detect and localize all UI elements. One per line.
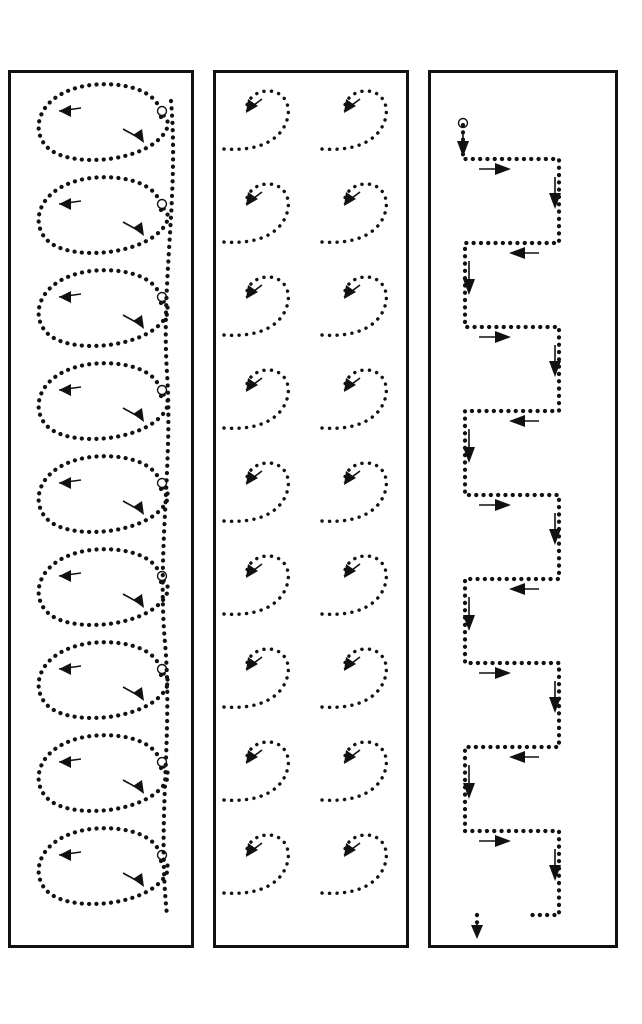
direction-arrow (133, 222, 144, 236)
u-curve-row (322, 835, 386, 893)
oval-loops-svg (11, 73, 191, 945)
direction-arrow (246, 378, 258, 392)
direction-arrow (246, 285, 258, 299)
u-curve-row (322, 91, 386, 149)
u-curve-row (224, 742, 288, 800)
direction-arrow (59, 384, 71, 396)
u-curve-row (224, 649, 288, 707)
direction-arrow (344, 192, 356, 206)
direction-arrow (344, 750, 356, 764)
direction-arrow (549, 865, 561, 881)
start-dot (158, 200, 167, 209)
direction-arrow (495, 499, 511, 511)
u-curve-row (224, 91, 288, 149)
u-curve-row (322, 370, 386, 428)
direction-arrow (133, 501, 144, 515)
oval-loop-row (39, 363, 168, 439)
direction-arrow (59, 198, 71, 210)
direction-arrow (59, 105, 71, 117)
direction-arrow (471, 925, 483, 939)
panel-zigzag-steps (428, 70, 618, 948)
oval-loop-row (39, 735, 168, 811)
oval-loop-row (39, 549, 168, 625)
u-curve-row (322, 742, 386, 800)
direction-arrow (59, 477, 71, 489)
u-curves-svg (216, 73, 406, 945)
direction-arrow (344, 471, 356, 485)
direction-arrow (246, 657, 258, 671)
direction-arrow (495, 331, 511, 343)
start-dot (158, 386, 167, 395)
direction-arrow (59, 291, 71, 303)
u-curve-row (224, 556, 288, 614)
oval-loop-row (39, 270, 168, 346)
direction-arrow (59, 570, 71, 582)
u-curve-row (322, 463, 386, 521)
u-curve-row (322, 556, 386, 614)
u-curve-row (322, 277, 386, 335)
start-dot (158, 107, 167, 116)
direction-arrow (133, 408, 144, 422)
u-curve-rows (224, 91, 386, 893)
u-curve-row (224, 370, 288, 428)
oval-loop-row (39, 84, 168, 160)
panel-u-curves (213, 70, 409, 948)
u-curve-row (322, 184, 386, 242)
direction-arrow (344, 564, 356, 578)
direction-arrow (495, 163, 511, 175)
direction-arrow (59, 849, 71, 861)
direction-arrow (246, 99, 258, 113)
direction-arrow (549, 193, 561, 209)
direction-arrow (344, 378, 356, 392)
direction-arrow (509, 247, 525, 259)
direction-arrow (344, 99, 356, 113)
oval-loop-row (39, 177, 168, 253)
u-curve-row (224, 463, 288, 521)
direction-arrow (509, 415, 525, 427)
oval-loop-row (39, 828, 168, 904)
direction-arrow (246, 564, 258, 578)
direction-arrow (495, 667, 511, 679)
zigzag-path (457, 119, 561, 940)
direction-arrow (133, 129, 144, 143)
direction-arrow (344, 843, 356, 857)
direction-arrow (133, 315, 144, 329)
u-curve-row (224, 835, 288, 893)
direction-arrow (509, 751, 525, 763)
u-curve-row (224, 184, 288, 242)
direction-arrow (246, 471, 258, 485)
u-curve-row (322, 649, 386, 707)
direction-arrow (246, 192, 258, 206)
direction-arrow (133, 594, 144, 608)
oval-loop-row (39, 456, 168, 532)
u-curve-row (224, 277, 288, 335)
direction-arrow (344, 285, 356, 299)
direction-arrow (59, 663, 71, 675)
direction-arrow (133, 873, 144, 887)
direction-arrow (246, 843, 258, 857)
direction-arrow (246, 750, 258, 764)
oval-loop-rows (39, 84, 173, 915)
direction-arrow (344, 657, 356, 671)
direction-arrow (495, 835, 511, 847)
direction-arrow (457, 141, 469, 157)
panel-oval-loops (8, 70, 194, 948)
direction-arrow (509, 583, 525, 595)
direction-arrow (59, 756, 71, 768)
direction-arrow (133, 687, 144, 701)
oval-loop-row (39, 642, 168, 718)
direction-arrow (133, 780, 144, 794)
zigzag-steps-svg (431, 73, 615, 945)
